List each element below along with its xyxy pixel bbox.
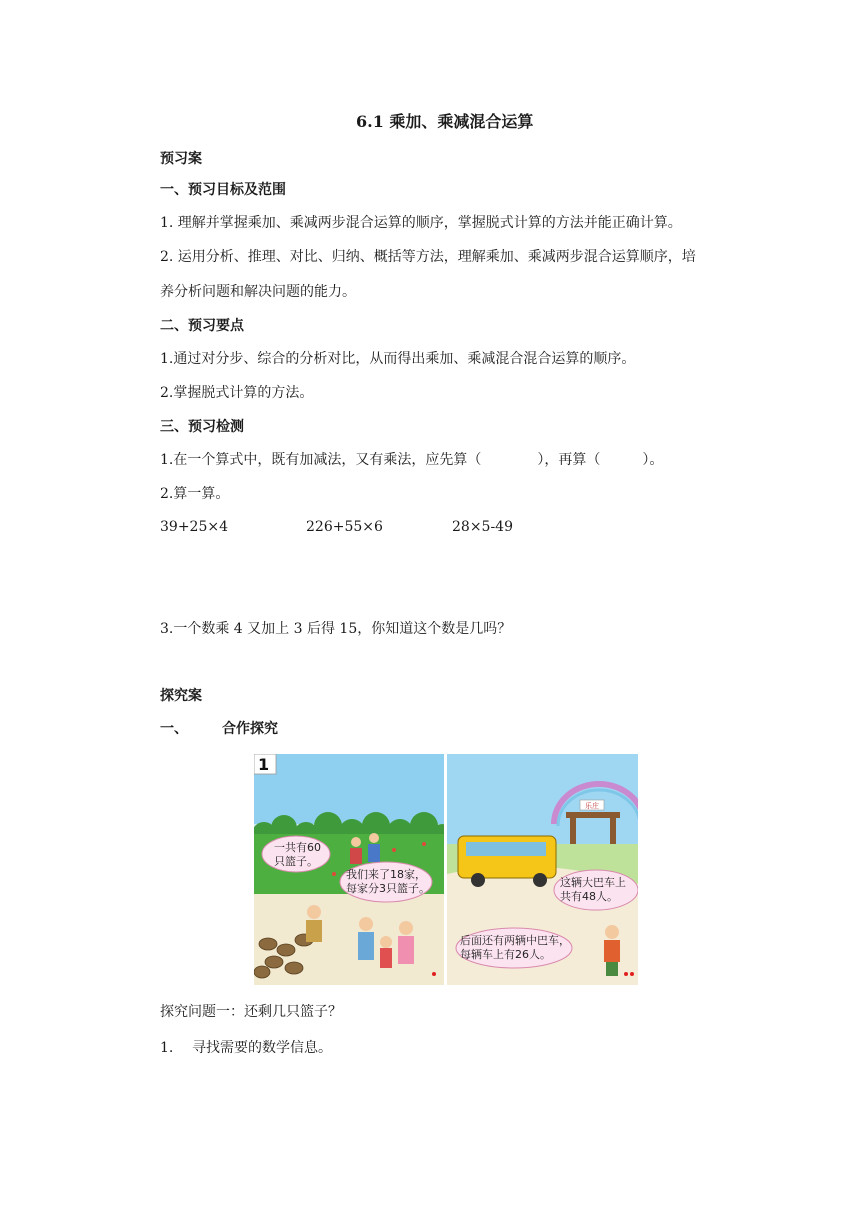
explore-heading: 探究案 <box>160 688 202 704</box>
expression-1: 39+25×4 <box>160 519 228 535</box>
explore-section1-number: 一、 <box>160 721 188 737</box>
goal-item-1: 1. 理解并掌握乘加、乘减两步混合运算的顺序，掌握脱式计算的方法并能正确计算。 <box>160 215 682 231</box>
step-1-number: 1. <box>160 1040 174 1056</box>
check-item-1: 1.在一个算式中，既有加减法，又有乘法，应先算（ ），再算（ ）。 <box>160 452 664 468</box>
check-item-3: 3.一个数乘 4 又加上 3 后得 15，你知道这个数是几吗？ <box>160 621 512 637</box>
bubble3-line1: 这辆大巴车上 <box>560 876 626 889</box>
bubble3-line2: 共有48人。 <box>560 890 618 903</box>
bubble1-line1: 一共有60 <box>274 841 321 854</box>
textbook-illustration <box>254 754 638 985</box>
bubble2-line2: 每家分3只篮子。 <box>346 882 430 895</box>
preview-heading: 预习案 <box>160 151 202 167</box>
section3-heading: 三、预习检测 <box>160 419 244 435</box>
section2-heading: 二、预习要点 <box>160 318 244 334</box>
expression-2: 226+55×6 <box>306 519 383 535</box>
right-panel <box>447 754 638 985</box>
key-point-1: 1.通过对分步、综合的分析对比，从而得出乘加、乘减混合混合运算的顺序。 <box>160 351 636 367</box>
check-item-2: 2.算一算。 <box>160 486 230 502</box>
panel-number: 1 <box>258 755 270 774</box>
key-point-2: 2.掌握脱式计算的方法。 <box>160 385 314 401</box>
goal-item-2-line1: 2. 运用分析、推理、对比、归纳、概括等方法，理解乘加、乘减两步混合运算顺序，培 <box>160 249 696 265</box>
goal-item-2-line2: 养分析问题和解决问题的能力。 <box>160 284 356 300</box>
left-panel <box>254 754 452 985</box>
step-1-text: 寻找需要的数学信息。 <box>192 1040 332 1056</box>
section1-heading: 一、预习目标及范围 <box>160 182 286 198</box>
bubble4-line1: 后面还有两辆中巴车， <box>460 934 570 947</box>
explore-question-1: 探究问题一：还剩几只篮子？ <box>160 1004 342 1020</box>
page-title: 6.1 乘加、乘减混合运算 <box>356 112 534 131</box>
bubble4-line2: 每辆车上有26人。 <box>460 948 551 961</box>
panel-divider <box>444 754 447 985</box>
explore-section1-title: 合作探究 <box>222 721 278 737</box>
expression-3: 28×5-49 <box>452 519 513 535</box>
park-sign: 乐庄 <box>585 802 599 810</box>
bubble2-line1: 我们来了18家， <box>346 868 426 881</box>
bubble1-line2: 只篮子。 <box>274 855 318 868</box>
